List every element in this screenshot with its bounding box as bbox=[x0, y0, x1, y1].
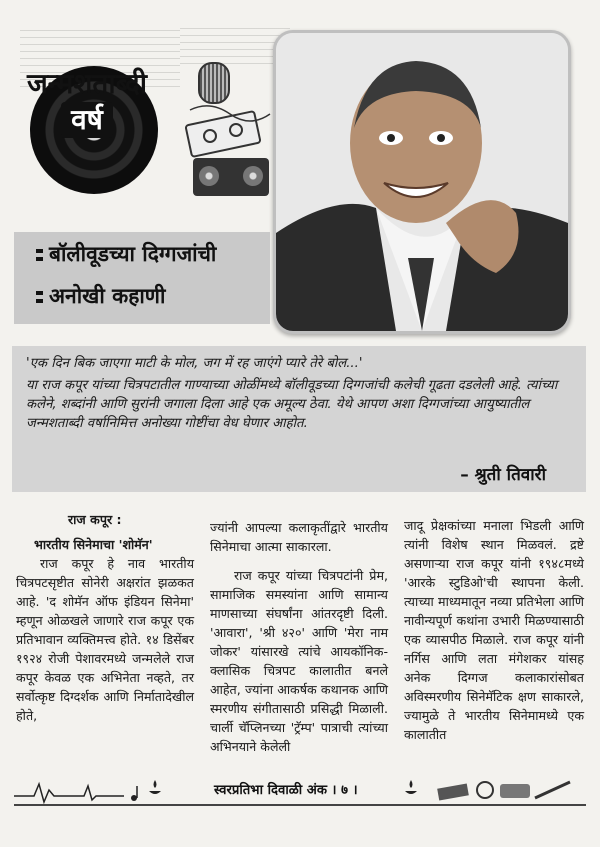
headline-box bbox=[14, 232, 270, 324]
centenary-banner bbox=[12, 66, 162, 138]
column-2-text-2: राज कपूर यांच्या चित्रपटांनी प्रेम, सामाजिक समस्यांना आणि सामान्य माणसाच्या संघर्षांना आंतरदृष्टी दिली. 'आवारा', 'श्री ४२०' आणि 'मेरा नाम जोकर' यांसारखे त्यांचे आयकॉनिक-क्लासिक चित्रपट कालातीत बनले आहेत, ज्यांना आकर्षक कथानक आणि स्मरणीय संगीतासाठी प्रसिद्धी मिळाली. चार्ली चॅप्लिनच्या 'ट्रॅम्प' पात्राची त्यांच्या अभिनयाने केलेली bbox=[210, 568, 388, 754]
article-column-2 bbox=[210, 518, 388, 756]
oil-lamp-icon bbox=[404, 780, 418, 798]
intro-paragraph: या राज कपूर यांच्या चित्रपटातील गाण्याच्या ओळींमध्ये बॉलीवूडच्या दिग्गजांची कलेची गूढता दडलेली आहे. त्यांच्या कलेने, शब्दांनी आणि सुरांनी जगाला दिला आहे एक अमूल्य ठेवा. येथे आपण अशा दिग्गजांच्या आयुष्यातील जन्मशताब्दी वर्षानिमित्त अनोख्या गोष्टींचा वेध घेणार आहोत. bbox=[26, 378, 558, 431]
music-instruments-icon bbox=[430, 778, 580, 802]
footer-rule bbox=[14, 804, 586, 806]
banner-line-1: जन्मशताब्दी bbox=[26, 67, 148, 100]
intro-quote: 'एक दिन बिक जाएगा माटी के मोल, जग में रह जाएंगे प्यारे तेरे बोल...' bbox=[26, 356, 363, 371]
article-column-1 bbox=[16, 510, 194, 725]
headline-text-1: बॉलीवूडच्या दिग्गजांची bbox=[49, 242, 217, 266]
section-heading: राज कपूर : bbox=[68, 512, 122, 527]
oil-lamp-icon bbox=[148, 780, 162, 798]
microphone-icon bbox=[198, 62, 230, 104]
article-column-3 bbox=[404, 516, 584, 744]
cassette-icon bbox=[180, 100, 275, 160]
section-subheading: भारतीय सिनेमाचा 'शोमॅन' bbox=[34, 537, 153, 552]
bullet-icon bbox=[36, 249, 43, 253]
headline-line-2 bbox=[36, 282, 165, 310]
radio-icon bbox=[193, 158, 269, 196]
headline-line-1 bbox=[36, 240, 216, 268]
portrait-photo bbox=[273, 30, 571, 334]
bullet-icon bbox=[36, 291, 43, 295]
intro-box bbox=[12, 346, 586, 492]
footer-text: स्वरप्रतिभा दिवाळी अंक । ७ । bbox=[214, 783, 358, 798]
column-3-text: जादू प्रेक्षकांच्या मनाला भिडली आणि त्यांनी विशेष स्थान मिळवलं. द्रष्टे असणाऱ्या राज कपूर यांनी १९४८मध्ये 'आरके स्टुडिओ'ची स्थापना केली. त्याच्या माध्यमातून नव्या प्रतिभेला आणि नावीन्यपूर्ण कथांना उभारी मिळण्यासाठी एक व्यासपीठ मिळाले. राज कपूर यांनी नर्गिस आणि लता मंगेशकर यांसह अनेक दिग्गज कलाकारांसोबत अविस्मरणीय सिनेमॅटिक क्षण साकारले, ज्यामुळे ते भारतीय सिनेमामध्ये एक कालातीत bbox=[404, 518, 584, 742]
headline-text-2: अनोखी कहाणी bbox=[49, 284, 166, 308]
banner-line-2: वर्ष bbox=[61, 102, 113, 138]
portrait-illustration bbox=[276, 33, 568, 331]
column-1-text: राज कपूर हे नाव भारतीय चित्रपटसृष्टीत सोनेरी अक्षरांत झळकत आहे. 'द शोमॅन ऑफ इंडियन सिनेमा' म्हणून ओळखले जाणारे राज कपूर एक प्रतिभावान व्यक्तिमत्त्व होते. १४ डिसेंबर १९२४ रोजी पेशावरमध्ये जन्मलेले राज कपूर केवळ एक अभिनेता नव्हते, तर सर्वोत्कृष्ट दिग्दर्शक आणि निर्मातादेखील होते, bbox=[16, 556, 194, 723]
column-2-text-1: ज्यांनी आपल्या कलाकृतींद्वारे भारतीय सिनेमाचा आत्मा साकारला. bbox=[210, 520, 388, 554]
music-notes-icon bbox=[14, 780, 164, 804]
author-byline: – श्रुती तिवारी bbox=[460, 465, 546, 485]
